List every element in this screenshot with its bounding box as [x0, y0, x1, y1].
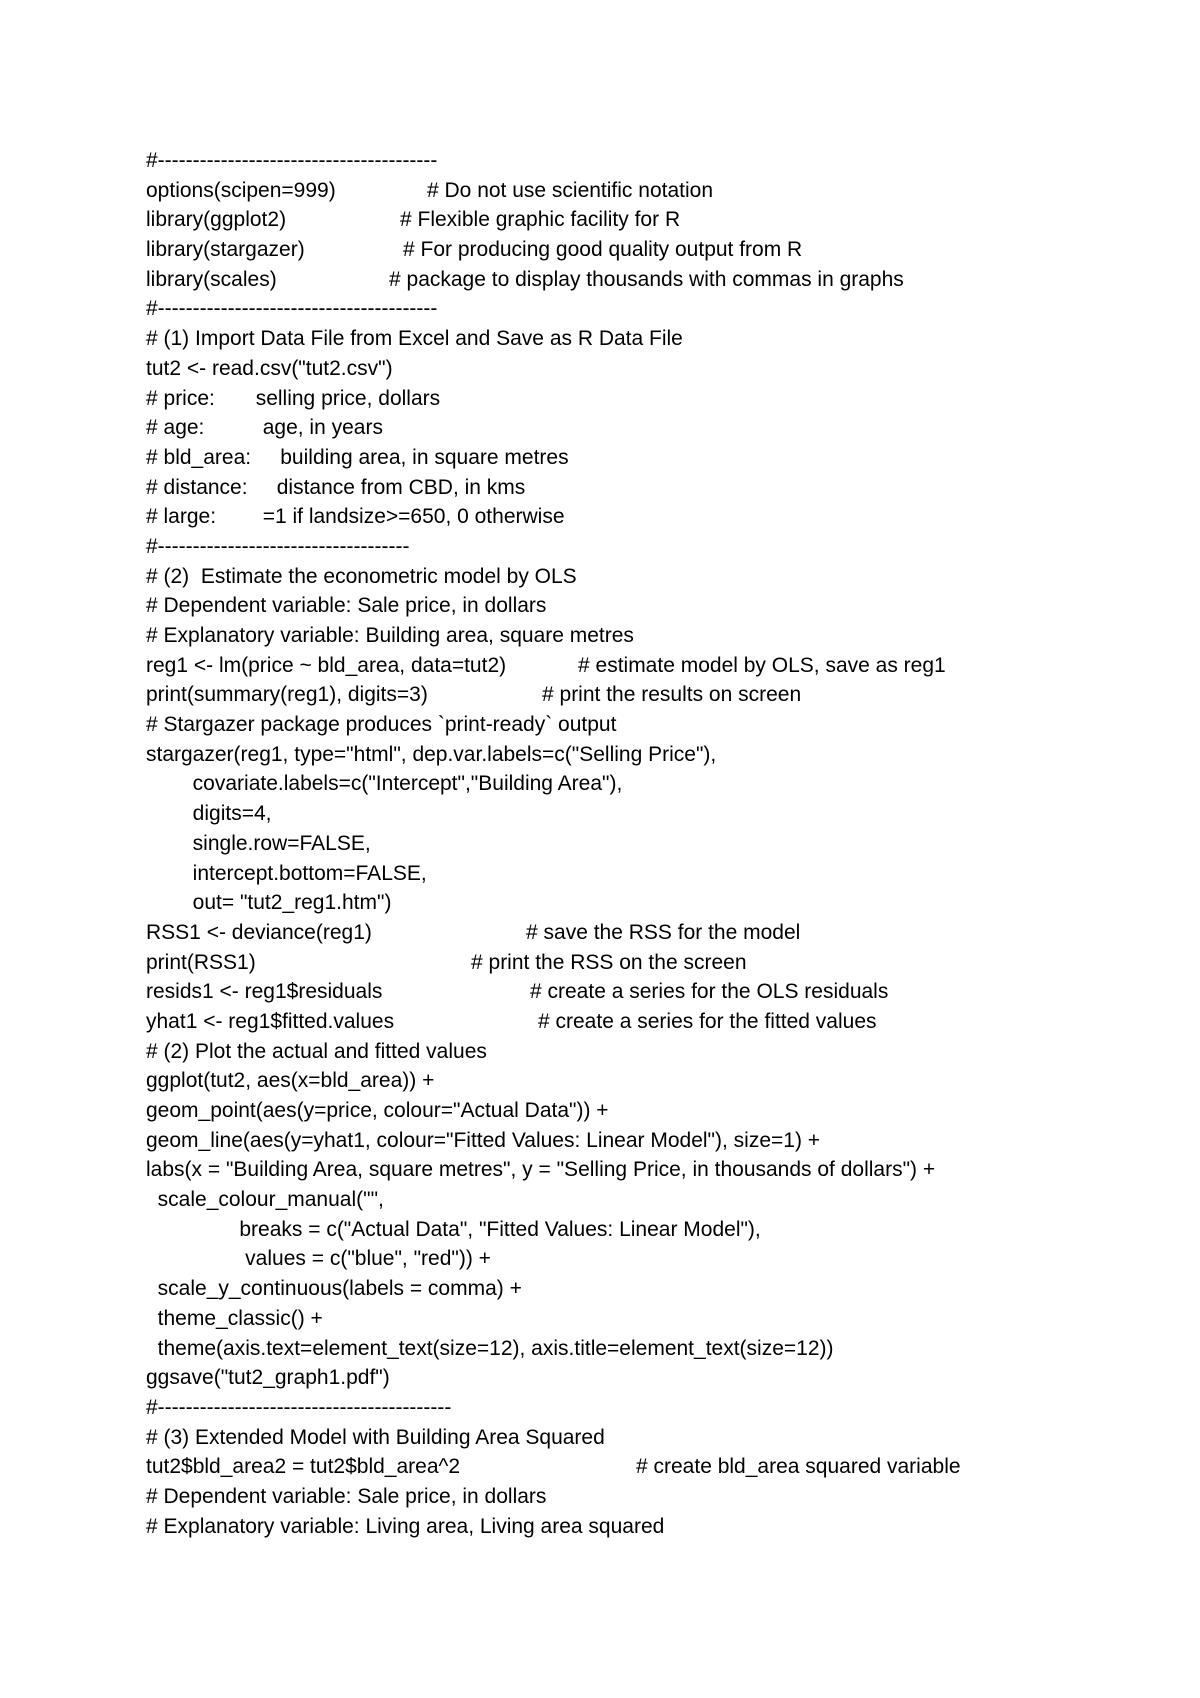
code-line: [146, 1304, 1156, 1334]
code-text: #------------------------------------------: [146, 1395, 452, 1419]
code-line: [146, 1215, 1156, 1245]
code-text: # price: selling price, dollars: [146, 386, 441, 410]
code-comment: # For producing good quality output from R: [403, 238, 803, 262]
code-text: out= "tut2_reg1.htm"): [146, 891, 392, 915]
code-line: [146, 443, 1156, 473]
code-line: [146, 710, 1156, 740]
code-line: [146, 591, 1156, 621]
code-line: [146, 1185, 1156, 1215]
code-line: [146, 918, 1156, 948]
code-line: [146, 888, 1156, 918]
code-text: #----------------------------------------: [146, 297, 438, 321]
code-comment: # Flexible graphic facility for R: [400, 208, 681, 232]
code-line: [146, 413, 1156, 443]
code-comment: # Do not use scientific notation: [427, 178, 714, 202]
code-text: scale_y_continuous(labels = comma) +: [146, 1277, 522, 1301]
code-line: [146, 532, 1156, 562]
code-text: # (3) Extended Model with Building Area Squared: [146, 1425, 605, 1449]
code-text: resids1 <- reg1$residuals: [146, 980, 383, 1004]
code-line: [146, 1452, 1156, 1482]
code-text: # Stargazer package produces `print-ready` output: [146, 713, 617, 737]
code-line: [146, 146, 1156, 176]
code-text: theme_classic() +: [146, 1306, 323, 1330]
code-comment: # estimate model by OLS, save as reg1: [578, 653, 946, 677]
code-line: [146, 502, 1156, 532]
code-line: [146, 859, 1156, 889]
code-text: #------------------------------------: [146, 534, 410, 558]
code-text: options(scipen=999): [146, 178, 336, 202]
code-comment: # save the RSS for the model: [526, 920, 801, 944]
code-comment: # print the RSS on the screen: [471, 950, 747, 974]
r-code-listing: [146, 146, 1156, 1541]
code-line: [146, 1363, 1156, 1393]
code-text: geom_line(aes(y=yhat1, colour="Fitted Values: Linear Model"), size=1) +: [146, 1128, 821, 1152]
code-line: [146, 948, 1156, 978]
code-line: [146, 1096, 1156, 1126]
code-text: # age: age, in years: [146, 416, 383, 440]
code-line: [146, 265, 1156, 295]
code-line: [146, 1037, 1156, 1067]
code-comment: # create a series for the OLS residuals: [530, 980, 889, 1004]
code-line: [146, 829, 1156, 859]
code-line: [146, 1126, 1156, 1156]
code-text: # (1) Import Data File from Excel and Save as R Data File: [146, 327, 683, 351]
code-text: intercept.bottom=FALSE,: [146, 861, 427, 885]
code-text: scale_colour_manual("",: [146, 1188, 384, 1212]
code-text: RSS1 <- deviance(reg1): [146, 920, 372, 944]
code-line: [146, 1155, 1156, 1185]
code-text: library(stargazer): [146, 238, 305, 262]
code-line: [146, 680, 1156, 710]
code-text: tut2$bld_area2 = tut2$bld_area^2: [146, 1455, 461, 1479]
code-text: stargazer(reg1, type="html", dep.var.labels=c("Selling Price"),: [146, 742, 717, 766]
code-text: covariate.labels=c("Intercept","Building Area"),: [146, 772, 623, 796]
code-comment: # package to display thousands with commas in graphs: [389, 267, 904, 291]
code-text: tut2 <- read.csv("tut2.csv"): [146, 356, 393, 380]
code-line: [146, 651, 1156, 681]
code-text: library(scales): [146, 267, 277, 291]
code-line: [146, 769, 1156, 799]
code-text: library(ggplot2): [146, 208, 287, 232]
code-text: ggplot(tut2, aes(x=bld_area)) +: [146, 1069, 435, 1093]
code-line: [146, 740, 1156, 770]
code-text: # Explanatory variable: Living area, Living area squared: [146, 1514, 665, 1538]
code-text: values = c("blue", "red")) +: [146, 1247, 491, 1271]
code-text: theme(axis.text=element_text(size=12), axis.title=element_text(size=12)): [146, 1336, 834, 1360]
code-line: [146, 324, 1156, 354]
code-text: # Dependent variable: Sale price, in dollars: [146, 594, 547, 618]
code-text: # bld_area: building area, in square metres: [146, 445, 569, 469]
code-line: [146, 176, 1156, 206]
code-text: ggsave("tut2_graph1.pdf"): [146, 1366, 390, 1390]
code-line: [146, 473, 1156, 503]
code-text: geom_point(aes(y=price, colour="Actual Data")) +: [146, 1099, 609, 1122]
code-text: labs(x = "Building Area, square metres", y = "Selling Price, in thousands of dollars") +: [146, 1158, 936, 1182]
code-line: [146, 562, 1156, 592]
code-text: # large: =1 if landsize>=650, 0 otherwise: [146, 505, 565, 529]
code-line: [146, 977, 1156, 1007]
code-line: [146, 1512, 1156, 1542]
code-line: [146, 1244, 1156, 1274]
code-comment: # create a series for the fitted values: [538, 1009, 877, 1033]
code-line: [146, 1393, 1156, 1423]
code-text: yhat1 <- reg1$fitted.values: [146, 1009, 395, 1033]
code-line: [146, 1334, 1156, 1364]
code-line: [146, 294, 1156, 324]
code-line: [146, 799, 1156, 829]
code-line: [146, 235, 1156, 265]
code-text: reg1 <- lm(price ~ bld_area, data=tut2): [146, 653, 507, 677]
code-text: # (2) Estimate the econometric model by OLS: [146, 564, 577, 588]
code-text: single.row=FALSE,: [146, 831, 371, 855]
code-line: [146, 384, 1156, 414]
code-comment: # create bld_area squared variable: [636, 1455, 961, 1479]
code-text: # Explanatory variable: Building area, square metres: [146, 624, 634, 647]
code-text: # distance: distance from CBD, in kms: [146, 475, 526, 499]
code-line: [146, 1007, 1156, 1037]
code-text: breaks = c("Actual Data", "Fitted Values: Linear Model"),: [146, 1217, 761, 1241]
code-line: [146, 205, 1156, 235]
code-comment: # print the results on screen: [542, 683, 802, 707]
code-text: digits=4,: [146, 802, 272, 826]
code-line: [146, 1482, 1156, 1512]
code-line: [146, 354, 1156, 384]
code-text: print(summary(reg1), digits=3): [146, 683, 428, 707]
code-text: #----------------------------------------: [146, 149, 438, 172]
code-line: [146, 621, 1156, 651]
code-line: [146, 1066, 1156, 1096]
code-line: [146, 1274, 1156, 1304]
code-text: # (2) Plot the actual and fitted values: [146, 1039, 487, 1063]
code-line: [146, 1423, 1156, 1453]
code-text: # Dependent variable: Sale price, in dollars: [146, 1484, 547, 1508]
code-text: print(RSS1): [146, 950, 256, 974]
